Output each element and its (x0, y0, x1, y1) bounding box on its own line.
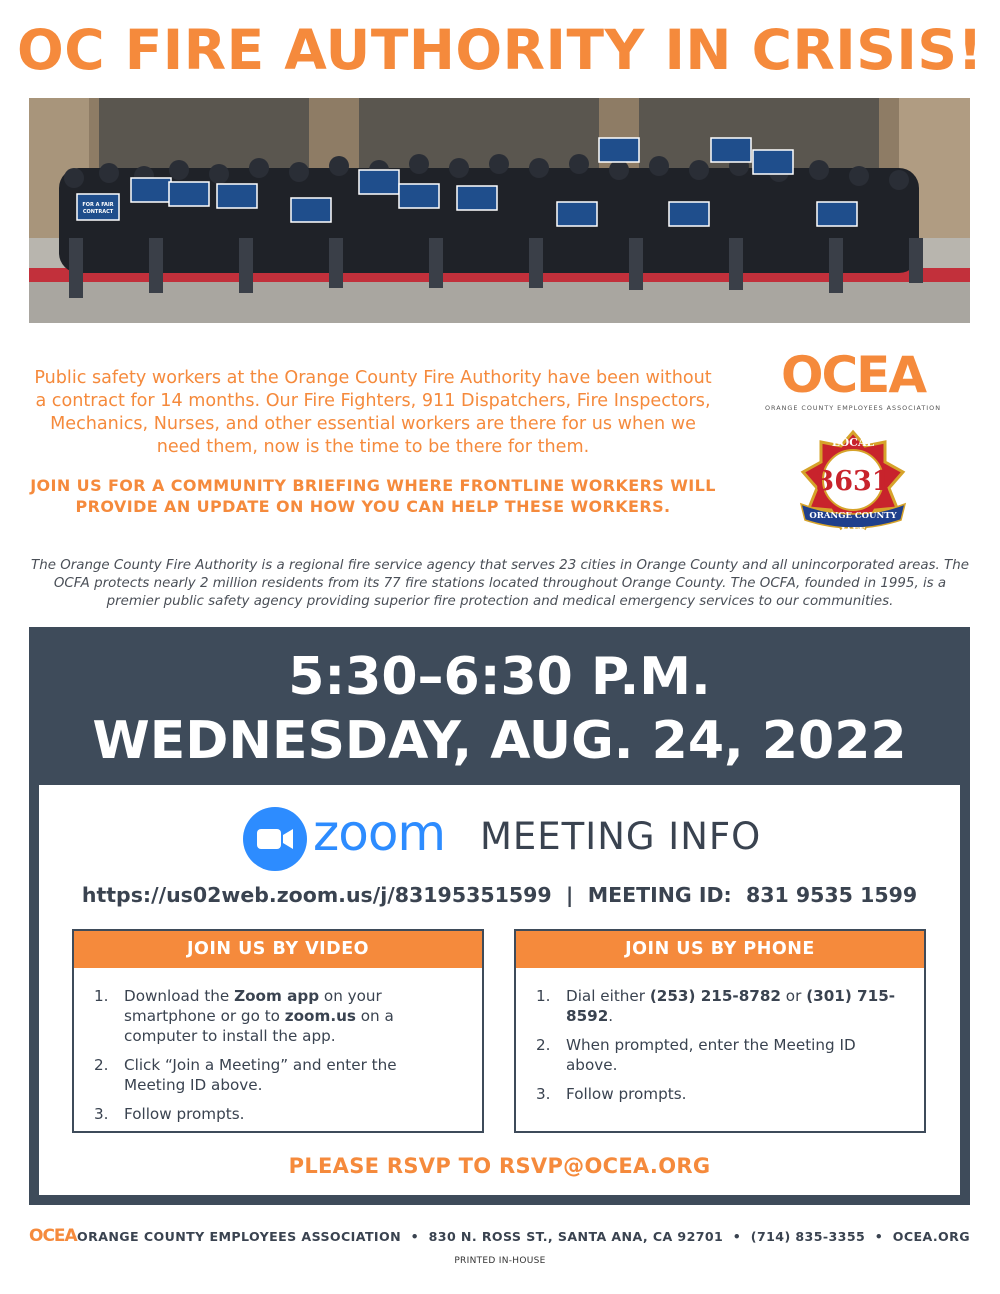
phone-step-1-text-c: or (780, 987, 807, 1005)
video-step-1-zoom-link[interactable]: zoom.us (284, 1007, 356, 1025)
meeting-info-title: MEETING INFO (480, 815, 762, 858)
rally-photo (29, 98, 970, 323)
video-step-3 (94, 1104, 462, 1124)
event-time: 5:30–6:30 P.M. (288, 647, 711, 707)
badge-number-text: 3631 (815, 466, 891, 497)
phone-step-1-text-a: Dial either (566, 987, 650, 1005)
phone-step-1 (536, 986, 904, 1026)
phone-steps-list (516, 968, 924, 1104)
phone-step-3-number: 3. (536, 1085, 551, 1103)
phone-step-1-number: 1. (536, 987, 551, 1005)
join-by-phone-heading: JOIN US BY PHONE (516, 931, 924, 968)
phone-step-1-text-e: . (608, 1007, 614, 1025)
headline: OC FIRE AUTHORITY IN CRISIS! (16, 18, 984, 82)
sign-text-line-1: FOR A FAIR (82, 202, 114, 208)
ocea-logo-wordmark: OCEA (780, 346, 926, 404)
phone-step-3-text: Follow prompts. (566, 1085, 687, 1103)
video-steps-list (74, 968, 482, 1124)
phone-step-3 (536, 1084, 904, 1104)
footer-ocea-logo: OCEA (29, 1226, 77, 1246)
video-step-2-number: 2. (94, 1056, 109, 1074)
event-date: WEDNESDAY, AUG. 24, 2022 (92, 711, 907, 771)
footer-contact-line: ORANGE COUNTY EMPLOYEES ASSOCIATION • 830 N. ROSS ST., SANTA ANA, CA 92701 • (714) 835-3355 • OCEA.ORG (77, 1229, 970, 1244)
badge-iaff-text: IAFF (841, 527, 865, 537)
intro-paragraph: Public safety workers at the Orange County Fire Authority have been without a contract for 14 months. Our Fire Fighters, 911 Dispatchers, Fire Inspectors, Mechanics, Nurses, and other essential workers are there for us when we need them, now is the time to be there for them. (34, 368, 712, 457)
video-step-1 (94, 986, 462, 1046)
video-step-1-zoom-app: Zoom app (234, 987, 320, 1005)
about-ocfa: The Orange County Fire Authority is a regional fire service agency that serves 23 cities in Orange County and all unincorporated areas. The OCFA protects nearly 2 million residents from its 77 fire stations located throughout Orange County. The OCFA, founded in 1995, is a premier public safety agency providing superior fire protection and medical emergency services to our communities. (31, 558, 969, 609)
event-panel (29, 627, 970, 1205)
video-step-1-number: 1. (94, 987, 109, 1005)
badge-banner-text: ORANGE COUNTY (809, 511, 897, 521)
phone-number-2[interactable]: (301) 715-8592 (566, 987, 896, 1025)
video-step-3-number: 3. (94, 1105, 109, 1123)
meeting-link-and-id[interactable]: https://us02web.zoom.us/j/83195351599 | MEETING ID: 831 9535 1599 (81, 883, 918, 907)
badge-local-text: LOCAL (831, 436, 875, 449)
video-step-1-text-e: on a computer to install the app. (124, 1007, 394, 1045)
zoom-logo (233, 799, 453, 875)
video-step-1-text-a: Download the (124, 987, 235, 1005)
iaff-local-badge (793, 428, 913, 540)
footer (29, 1226, 970, 1246)
rsvp-line[interactable]: PLEASE RSVP TO RSVP@OCEA.ORG (288, 1154, 711, 1178)
video-step-1-text-c: on your smartphone or go to (124, 987, 382, 1025)
video-step-3-text: Follow prompts. (124, 1105, 245, 1123)
ocea-logo-subtitle: ORANGE COUNTY EMPLOYEES ASSOCIATION (765, 404, 941, 412)
phone-number-1[interactable]: (253) 215-8782 (649, 987, 781, 1005)
phone-step-2 (536, 1035, 904, 1075)
join-by-video-box (72, 929, 484, 1133)
video-step-2 (94, 1055, 462, 1095)
ocea-logo (756, 348, 950, 416)
video-step-2-text: Click “Join a Meeting” and enter the Meeting ID above. (124, 1056, 397, 1094)
join-by-phone-box (514, 929, 926, 1133)
zoom-camera-icon (243, 807, 307, 871)
sign-text-line-2: CONTRACT (82, 209, 114, 215)
printed-in-house-note: PRINTED IN-HOUSE (454, 1256, 546, 1266)
intro-call-to-action: JOIN US FOR A COMMUNITY BRIEFING WHERE FRONTLINE WORKERS WILL PROVIDE AN UPDATE ON HOW YOU CAN HELP THESE WORKERS. (30, 476, 716, 516)
phone-step-2-number: 2. (536, 1036, 551, 1054)
phone-step-2-text: When prompted, enter the Meeting ID above. (566, 1036, 856, 1074)
rally-photo-illustration (29, 98, 970, 323)
join-by-video-heading: JOIN US BY VIDEO (74, 931, 482, 968)
meeting-info-card (39, 785, 960, 1195)
zoom-wordmark: zoom (313, 804, 446, 862)
